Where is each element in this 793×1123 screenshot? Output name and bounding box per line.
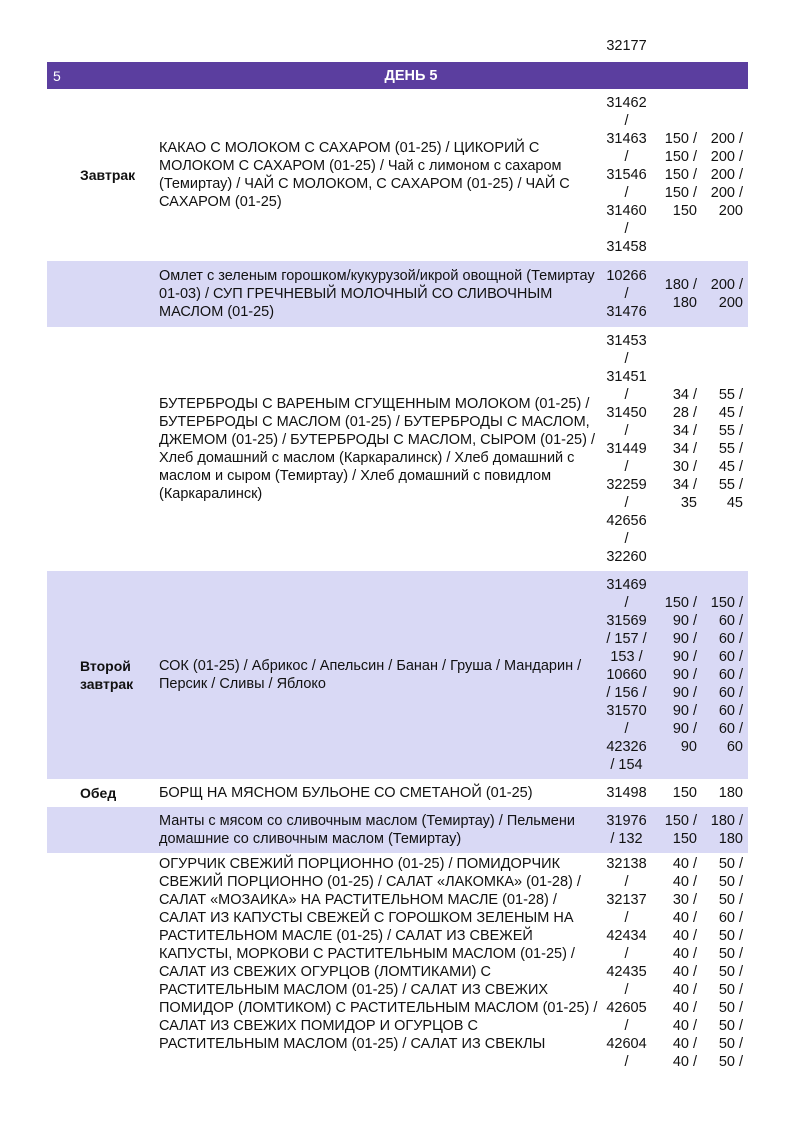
portion-large: 55 / 45 / 55 / 55 / 45 / 55 / 45 (718, 387, 743, 511)
portion-small: 150 / 150 / 150 / 150 / 150 (664, 131, 697, 219)
dish-name: БУТЕРБРОДЫ С ВАРЕНЫМ СГУЩЕННЫМ МОЛОКОМ (01-25) / БУТЕРБРОДЫ С МАСЛОМ (01-25) / БУТЕРБРОДЫ С МАСЛОМ, ДЖЕМОМ (01-25) / БУТЕРБРОДЫ С МАСЛОМ, СЫРОМ (01-25) / Хлеб домашний с маслом (Каркаралинск) / Хлеб домашний с маслом и сыром (Темиртау) / Хлеб домашний с повидлом (Каркаралинск) (159, 396, 595, 502)
dish-name: КАКАО С МОЛОКОМ С САХАРОМ (01-25) / ЦИКОРИЙ С МОЛОКОМ С САХАРОМ (01-25) / Чай с лимоном с сахаром (Темиртау) / ЧАЙ С МОЛОКОМ, С САХАРОМ (01-25) / ЧАЙ С САХАРОМ (01-25) (159, 140, 570, 210)
portion-small: 40 / 40 / 30 / 40 / 40 / 40 / 40 / 40 / 40 / 40 / 40 / 40 / (672, 856, 697, 1070)
portion-large: 150 / 60 / 60 / 60 / 60 / 60 / 60 / 60 / 60 (710, 595, 743, 755)
dish-name: БОРЩ НА МЯСНОМ БУЛЬОНЕ СО СМЕТАНОЙ (01-25) (159, 785, 533, 801)
dish-name: Манты с мясом со сливочным маслом (Темиртау) / Пельмени домашние со сливочным маслом (Темиртау) (159, 813, 575, 847)
menu-table (47, 0, 748, 1084)
recipe-code: 31976 / 132 (606, 813, 647, 847)
portion-small: 150 (672, 785, 697, 801)
meal-label: Обед (80, 785, 117, 801)
meal-label: Завтрак (80, 167, 136, 183)
meal-label (47, 807, 149, 853)
portion-small: 150 / 150 (664, 813, 697, 847)
meal-label (47, 327, 149, 571)
portion-large: 200 / 200 / 200 / 200 / 200 (710, 131, 743, 219)
portion-large: 50 / 50 / 50 / 60 / 50 / 50 / 50 / 50 / 50 / 50 / 50 / 50 / (718, 856, 743, 1070)
portion-large: 180 (718, 785, 743, 801)
dish-name: Омлет с зеленым горошком/кукурузой/икрой овощной (Темиртау 01-03) / СУП ГРЕЧНЕВЫЙ МОЛОЧНЫЙ СО СЛИВОЧНЫМ МАСЛОМ (01-25) (159, 268, 595, 320)
table-row (47, 0, 748, 62)
recipe-code: 32138 / 32137 / 42434 / 42435 / 42605 / 42604 / (606, 856, 647, 1070)
portion-large: 200 / 200 (710, 277, 743, 311)
recipe-code: 31469 / 31569 / 157 / 153 / 10660 / 156 / 31570 / 42326 / 154 (606, 577, 647, 773)
table-row (47, 571, 748, 779)
day-header (47, 62, 748, 89)
recipe-code: 31462 / 31463 / 31546 / 31460 / 31458 (606, 95, 647, 255)
table-row (47, 261, 748, 327)
meal-label: Второй завтрак (80, 658, 134, 692)
table-row (47, 327, 748, 571)
portion-small: 34 / 28 / 34 / 34 / 30 / 34 / 35 (672, 387, 697, 511)
meal-label (47, 261, 149, 327)
table-row (47, 89, 748, 261)
portion-large: 180 / 180 (710, 813, 743, 847)
recipe-code: 31498 (606, 785, 647, 801)
portion-small: 150 / 90 / 90 / 90 / 90 / 90 / 90 / 90 / 90 (664, 595, 697, 755)
portion-small: 180 / 180 (664, 277, 697, 311)
recipe-code: 31453 / 31451 / 31450 / 31449 / 32259 / 42656 / 32260 (606, 333, 647, 565)
table-row (47, 853, 748, 1084)
table-row (47, 807, 748, 853)
dish-name: СОК (01-25) / Абрикос / Апельсин / Банан / Груша / Мандарин / Персик / Сливы / Яблоко (159, 658, 582, 692)
day-title: ДЕНЬ 5 (384, 67, 438, 84)
dish-name: ОГУРЧИК СВЕЖИЙ ПОРЦИОННО (01-25) / ПОМИДОРЧИК СВЕЖИЙ ПОРЦИОННО (01-25) / САЛАТ «ЛАКОМКА» (01-28) / САЛАТ «МОЗАИКА» НА РАСТИТЕЛЬНОМ МАСЛЕ (01-28) / САЛАТ ИЗ КАПУСТЫ СВЕЖЕЙ С ГОРОШКОМ ЗЕЛЕНЫМ НА РАСТИТЕЛЬНОМ МАСЛЕ (01-25) / САЛАТ ИЗ СВЕЖЕЙ КАПУСТЫ, МОРКОВИ С РАСТИТЕЛЬНЫМ МАСЛОМ (01-25) / САЛАТ ИЗ СВЕЖИХ ОГУРЦОВ (ЛОМТИКАМИ) С РАСТИТЕЛЬНЫМ МАСЛОМ (01-25) / САЛАТ ИЗ СВЕЖИХ ПОМИДОР (ЛОМТИКОМ) С РАСТИТЕЛЬНЫМ МАСЛОМ (01-25) / САЛАТ ИЗ СВЕЖИХ ПОМИДОР И ОГУРЦОВ С РАСТИТЕЛЬНЫМ МАСЛОМ (01-25) / САЛАТ ИЗ СВЕКЛЫ (159, 856, 598, 1052)
table-row (47, 779, 748, 807)
recipe-code: 10266 / 31476 (606, 268, 647, 320)
recipe-code: 32177 (606, 38, 647, 54)
day-number: 5 (53, 67, 61, 84)
